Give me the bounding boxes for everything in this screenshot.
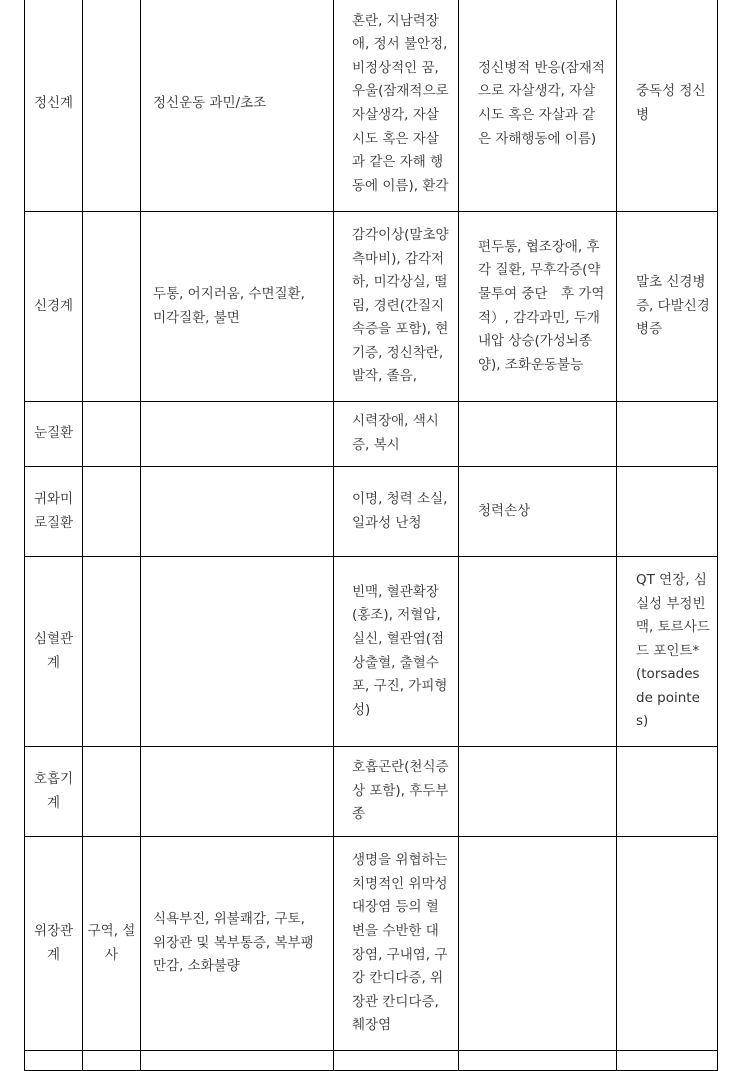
uncommon-frequency-cell [141,837,334,1051]
common-frequency-cell [83,557,141,747]
system-organ-class-label: 호흡기계 [33,770,74,811]
very-rare-reactions-text: 편두통, 협조장애, 후각 질환, 무후각증(약물투여 중단 후 가역적）, 감각과민, 두개내압 상승(가성뇌종양), 조화운동불능 [478,238,605,373]
table-row-respiratory [25,747,718,837]
very-rare-frequency-cell [459,402,617,467]
system-organ-class-cell [25,747,83,837]
common-frequency-cell [83,212,141,402]
system-organ-class-cell [25,837,83,1051]
very-rare-frequency-cell [459,837,617,1051]
very-rare-reactions-text: 정신병적 반응(잠재적으로 자살생각, 자살시도 혹은 자살과 같은 자해행동에 이름) [478,59,605,147]
unknown-frequency-cell [617,402,718,467]
uncommon-frequency-cell [141,402,334,467]
unknown-frequency-cell [617,1051,718,1071]
rare-reactions-text: 감각이상(말초양측마비), 감각저하, 미각상실, 떨림, 경련(간질지속증을 포함), 현기증, 정신착란, 발작, 졸음, [352,226,449,385]
very-rare-frequency-cell [459,1051,617,1071]
system-organ-class-cell [25,0,83,212]
rare-frequency-cell [334,212,459,402]
uncommon-frequency-cell [141,1051,334,1071]
system-organ-class-label: 정신계 [33,95,74,112]
uncommon-frequency-cell [141,557,334,747]
table-row-ear-labyrinth [25,467,718,557]
unknown-reactions-text: 말초 신경병증, 다발신경병증 [636,274,710,338]
system-organ-class-label: 눈질환 [33,425,74,442]
system-organ-class-cell [25,557,83,747]
unknown-frequency-cell [617,747,718,837]
rare-frequency-cell [334,467,459,557]
unknown-frequency-cell [617,837,718,1051]
common-frequency-cell [83,0,141,212]
system-organ-class-label: 귀와미로질환 [33,490,74,531]
common-reactions-text: 구역, 설사 [87,922,136,963]
system-organ-class-cell [25,1051,83,1071]
common-frequency-cell [83,837,141,1051]
uncommon-reactions-text: 두통, 어지러움, 수면질환, 미각질환, 불면 [153,285,305,326]
common-frequency-cell [83,747,141,837]
system-organ-class-cell [25,402,83,467]
uncommon-frequency-cell [141,0,334,212]
very-rare-frequency-cell [459,467,617,557]
system-organ-class-label: 심혈관계 [33,630,74,671]
rare-frequency-cell [334,1051,459,1071]
very-rare-frequency-cell [459,0,617,212]
very-rare-reactions-text: 청력손상 [478,502,531,519]
system-organ-class-label: 위장관계 [33,922,74,963]
very-rare-frequency-cell [459,212,617,402]
common-frequency-cell [83,467,141,557]
system-organ-class-label: 신경계 [33,297,74,314]
unknown-frequency-cell [617,0,718,212]
uncommon-frequency-cell [141,212,334,402]
table-row-cardiovascular [25,557,718,747]
rare-reactions-text: 이명, 청력 소실, 일과성 난청 [352,490,448,531]
common-frequency-cell [83,1051,141,1071]
table-row-nervous-system [25,212,718,402]
rare-reactions-text: 호흡곤란(천식증상 포함), 후두부종 [352,759,449,823]
rare-frequency-cell [334,0,459,212]
rare-frequency-cell [334,557,459,747]
very-rare-frequency-cell [459,557,617,747]
unknown-frequency-cell [617,467,718,557]
table-row-psychiatric [25,0,718,212]
very-rare-frequency-cell [459,747,617,837]
rare-frequency-cell [334,837,459,1051]
uncommon-frequency-cell [141,747,334,837]
unknown-frequency-cell [617,557,718,747]
table-row-gastrointestinal [25,837,718,1051]
rare-reactions-text: 생명을 위협하는 치명적인 위막성 대장염 등의 혈변을 수반한 대장염, 구내염, 구강 칸디다증, 위장관 칸디다증, 췌장염 [352,852,448,1034]
uncommon-reactions-text: 식욕부진, 위불쾌감, 구토, 위장관 및 복부통증, 복부팽만감, 소화불량 [153,911,314,975]
adverse-reactions-table [24,0,718,1071]
rare-reactions-text: 빈맥, 혈관확장(홍조), 저혈압, 실신, 혈관염(점상출혈, 출혈수포, 구진, 가피형성) [352,583,448,718]
rare-reactions-text: 혼란, 지남력장애, 정서 불안정, 비정상적인 꿈, 우울(잠재적으로 자살생각, 자살시도 혹은 자살과 같은 자해 행동에 이름), 환각 [352,12,449,194]
rare-frequency-cell [334,402,459,467]
rare-reactions-text: 시력장애, 색시증, 복시 [352,413,439,453]
uncommon-reactions-text: 정신운동 과민/초조 [153,95,267,112]
system-organ-class-cell [25,467,83,557]
rare-frequency-cell [334,747,459,837]
uncommon-frequency-cell [141,467,334,557]
common-frequency-cell [83,402,141,467]
unknown-reactions-text: 중독성 정신병 [636,83,706,123]
table-row-eye-disorders [25,402,718,467]
unknown-frequency-cell [617,212,718,402]
system-organ-class-cell [25,212,83,402]
table-row-continued [25,1051,718,1071]
unknown-reactions-text: QT 연장, 심실성 부정빈맥, 토르사드 드 포인트* (torsades de pointes) [636,571,710,730]
